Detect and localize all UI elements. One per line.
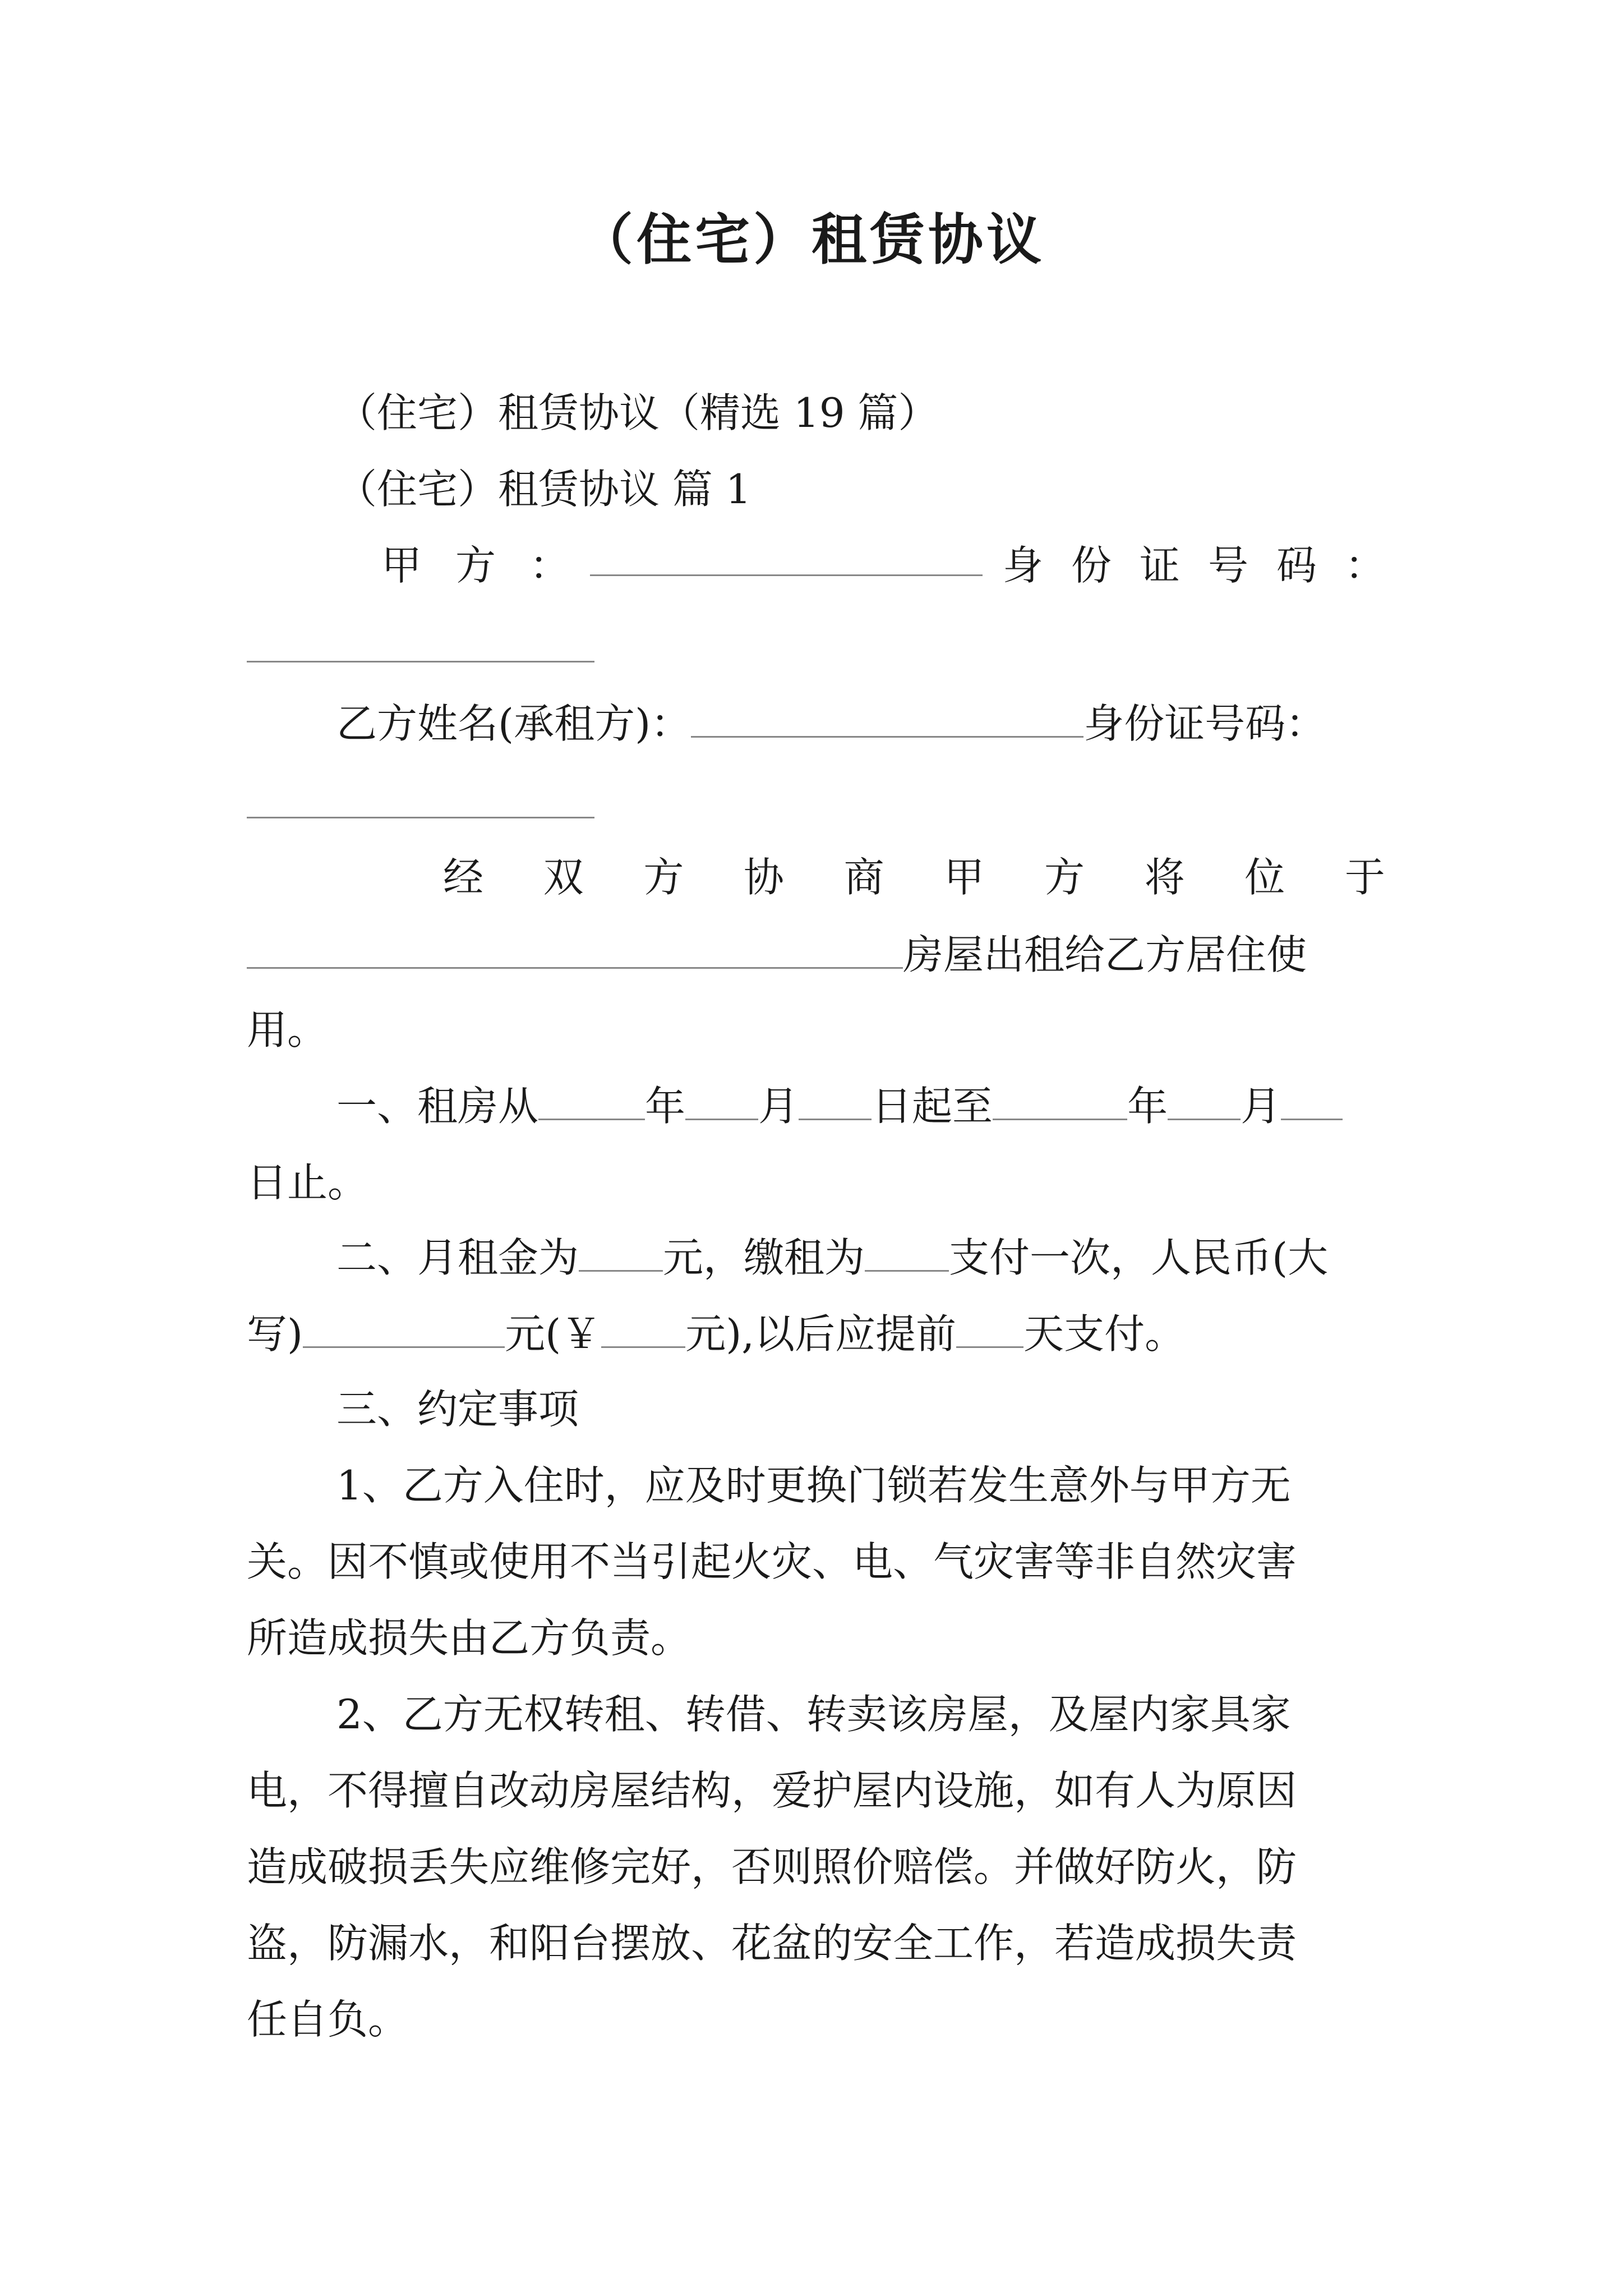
intro-char: 甲: [944, 854, 985, 901]
clause-1-line-2: 日止。: [247, 1159, 368, 1206]
clause-2-line-1: [336, 1232, 1328, 1283]
advance-days-blank[interactable]: [956, 1312, 1023, 1348]
item-2-line: 任自负。: [247, 1996, 409, 2043]
intro-char: 位: [1244, 854, 1285, 901]
start-day-blank[interactable]: [799, 1084, 872, 1120]
party-a-id-char: ：: [1344, 542, 1385, 589]
item-2-line: 2、乙方无权转租、转借、转卖该房屋，及屋内家具家: [336, 1691, 1291, 1738]
item-2-line: 盗，防漏水，和阳台摆放、花盆的安全工作，若造成损失责: [247, 1920, 1297, 1967]
end-day-blank[interactable]: [1281, 1084, 1343, 1120]
clause-1-text: 一、租房从: [336, 1083, 539, 1130]
clause-2-text: 二、月租金为: [336, 1234, 579, 1281]
year-label: 年: [645, 1083, 686, 1130]
intro-line-2: [247, 929, 1307, 981]
payment-period-blank[interactable]: [865, 1235, 949, 1272]
section-heading: （住宅）租赁协议 篇 1: [336, 466, 751, 513]
party-b-row: [336, 698, 1326, 749]
party-b-id-label: 身份证号码：: [1083, 700, 1326, 747]
clause-1-line-1: [336, 1080, 1343, 1132]
item-2-line: 造成破损丢失应维修完好，否则照价赔偿。并做好防火，防: [247, 1843, 1297, 1890]
intro-char: 双: [543, 854, 584, 901]
item-1-line: 关。因不慎或使用不当引起火灾、电、气灾害等非自然灾害: [247, 1538, 1297, 1585]
document-subtitle: （住宅）租赁协议（精选 19 篇）: [336, 389, 939, 436]
clause-2-line-2: [247, 1308, 1185, 1360]
end-month-blank[interactable]: [1168, 1084, 1241, 1120]
party-a-id-char: 份: [1071, 542, 1112, 589]
monthly-rent-blank[interactable]: [579, 1235, 663, 1272]
month-label: 月: [1241, 1083, 1281, 1130]
party-b-label: 乙方姓名(承租方)：: [336, 700, 691, 747]
party-b-id-blank[interactable]: [247, 817, 594, 818]
intro-char: 于: [1344, 854, 1385, 901]
party-a-char: ：: [529, 542, 570, 589]
clause-3-heading: 三、约定事项: [336, 1386, 579, 1433]
clause-2-text: 写): [247, 1310, 303, 1358]
intro-char: 经: [443, 854, 484, 901]
year-label: 年: [1127, 1083, 1168, 1130]
property-location-blank[interactable]: [247, 932, 903, 969]
intro-line-2-text: 房屋出租给乙方居住使: [903, 931, 1307, 978]
party-a-row: [381, 540, 1385, 591]
intro-char: 方: [1044, 854, 1085, 901]
clause-2-text: 元，缴租为: [663, 1234, 865, 1281]
intro-char: 协: [743, 854, 784, 901]
item-2-line: 电，不得擅自改动房屋结构，爱护屋内设施，如有人为原因: [247, 1767, 1297, 1814]
party-a-id-char: 号: [1207, 542, 1248, 589]
intro-char: 将: [1144, 854, 1185, 901]
intro-char: 商: [843, 854, 884, 901]
start-year-blank[interactable]: [538, 1084, 645, 1120]
month-label: 月: [758, 1083, 799, 1130]
party-a-id-char: 证: [1139, 542, 1180, 589]
item-1-line: 1、乙方入住时，应及时更换门锁若发生意外与甲方无: [336, 1462, 1291, 1509]
party-a-id-blank[interactable]: [247, 661, 594, 662]
intro-line-3: 用。: [247, 1006, 328, 1053]
amount-words-blank[interactable]: [303, 1312, 505, 1348]
intro-line-1: [443, 852, 1385, 903]
end-year-blank[interactable]: [993, 1084, 1127, 1120]
clause-2-text: 天支付。: [1023, 1310, 1186, 1358]
party-a-id-char: 身: [1002, 542, 1043, 589]
amount-number-blank[interactable]: [601, 1312, 685, 1348]
from-to-label: 日起至: [872, 1083, 993, 1130]
document-title: （住宅）租赁协议: [578, 208, 1045, 272]
party-a-char: 甲: [381, 542, 422, 589]
item-1-line: 所造成损失由乙方负责。: [247, 1614, 691, 1662]
start-month-blank[interactable]: [685, 1084, 758, 1120]
clause-2-text: 元(￥: [505, 1310, 602, 1358]
party-a-name-blank[interactable]: [590, 540, 983, 576]
party-b-name-blank[interactable]: [691, 701, 1083, 738]
clause-2-text: 支付一次，人民币(大: [949, 1234, 1329, 1281]
clause-2-text: 元),以后应提前: [685, 1310, 957, 1358]
party-a-id-char: 码: [1276, 542, 1317, 589]
party-a-char: 方: [455, 542, 496, 589]
intro-char: 方: [643, 854, 684, 901]
